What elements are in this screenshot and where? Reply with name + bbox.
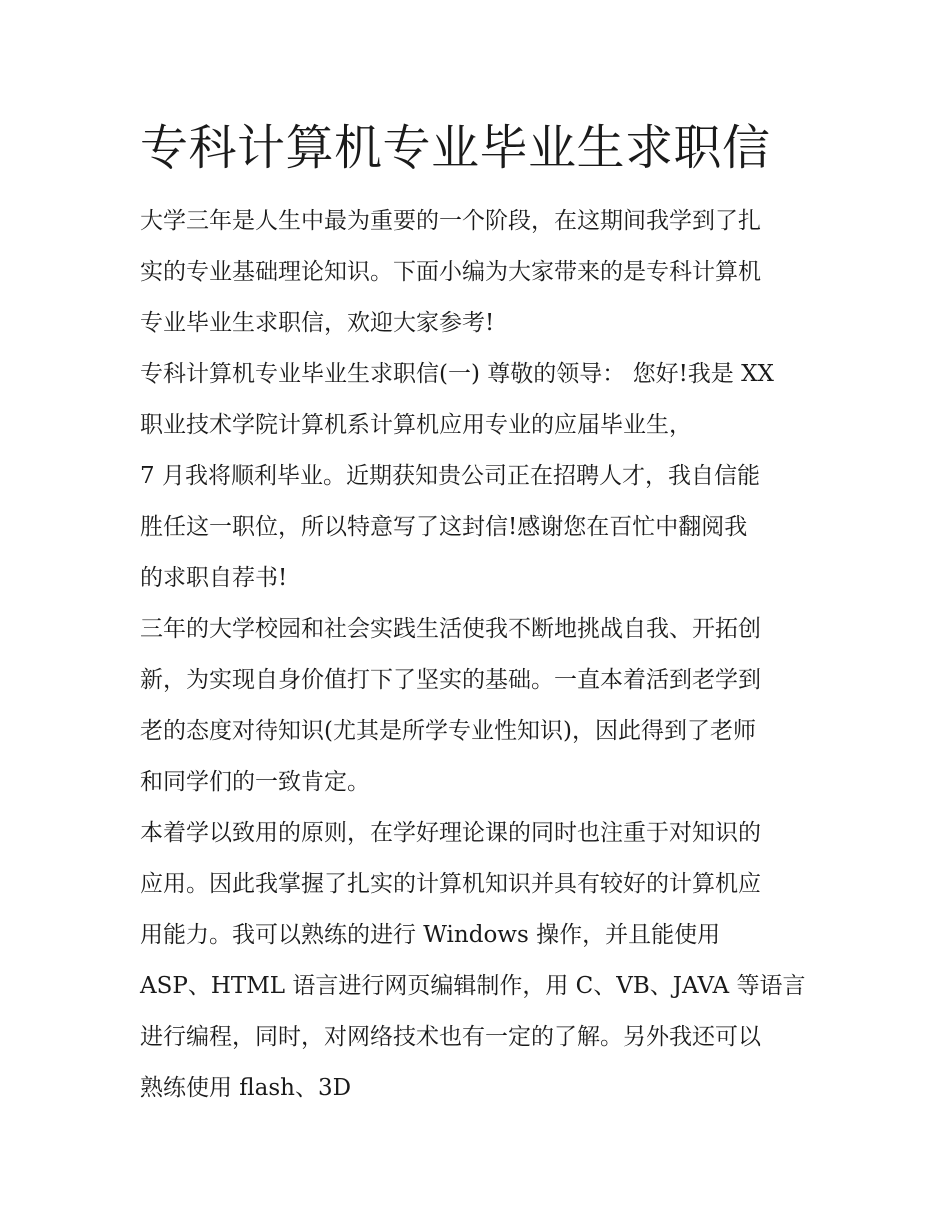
text-line: 的求职自荐书! [140, 565, 288, 591]
document-title: 专科计算机专业毕业生求职信 [140, 120, 771, 176]
text-line: 用能力。我可以熟练的进行 Windows 操作，并且能使用 [140, 922, 721, 948]
document-page [140, 112, 812, 1114]
paragraph-intro [140, 196, 812, 349]
text-line: 和同学们的一致肯定。 [140, 769, 370, 795]
text-line: 大学三年是人生中最为重要的一个阶段，在这期间我学到了扎 [140, 208, 761, 234]
text-line: 本着学以致用的原则，在学好理论课的同时也注重于对知识的 [140, 820, 761, 846]
text-line: 老的态度对待知识(尤其是所学专业性知识)，因此得到了老师 [140, 718, 756, 744]
text-line: 熟练使用 flash、3D [140, 1075, 352, 1101]
text-line: 应用。因此我掌握了扎实的计算机知识并具有较好的计算机应 [140, 871, 761, 897]
text-line: ASP、HTML 语言进行网页编辑制作，用 C、VB、JAVA 等语言 [140, 973, 806, 999]
text-line: 三年的大学校园和社会实践生活使我不断地挑战自我、开拓创 [140, 616, 761, 642]
text-line: 7 月我将顺利毕业。近期获知贵公司正在招聘人才，我自信能 [140, 463, 760, 489]
text-line: 职业技术学院计算机系计算机应用专业的应届毕业生， [140, 412, 692, 438]
paragraph-skills [140, 808, 812, 1114]
text-line: 实的专业基础理论知识。下面小编为大家带来的是专科计算机 [140, 259, 761, 285]
text-line: 新，为实现自身价值打下了坚实的基础。一直本着活到老学到 [140, 667, 761, 693]
text-line: 胜任这一职位，所以特意写了这封信!感谢您在百忙中翻阅我 [140, 514, 748, 540]
text-line: 进行编程，同时，对网络技术也有一定的了解。另外我还可以 [140, 1024, 761, 1050]
text-line: 专业毕业生求职信，欢迎大家参考! [140, 310, 495, 336]
paragraph-campus-life [140, 604, 812, 808]
text-line: 专科计算机专业毕业生求职信(一) 尊敬的领导： 您好!我是 XX [140, 361, 774, 387]
paragraph-greeting [140, 349, 812, 604]
